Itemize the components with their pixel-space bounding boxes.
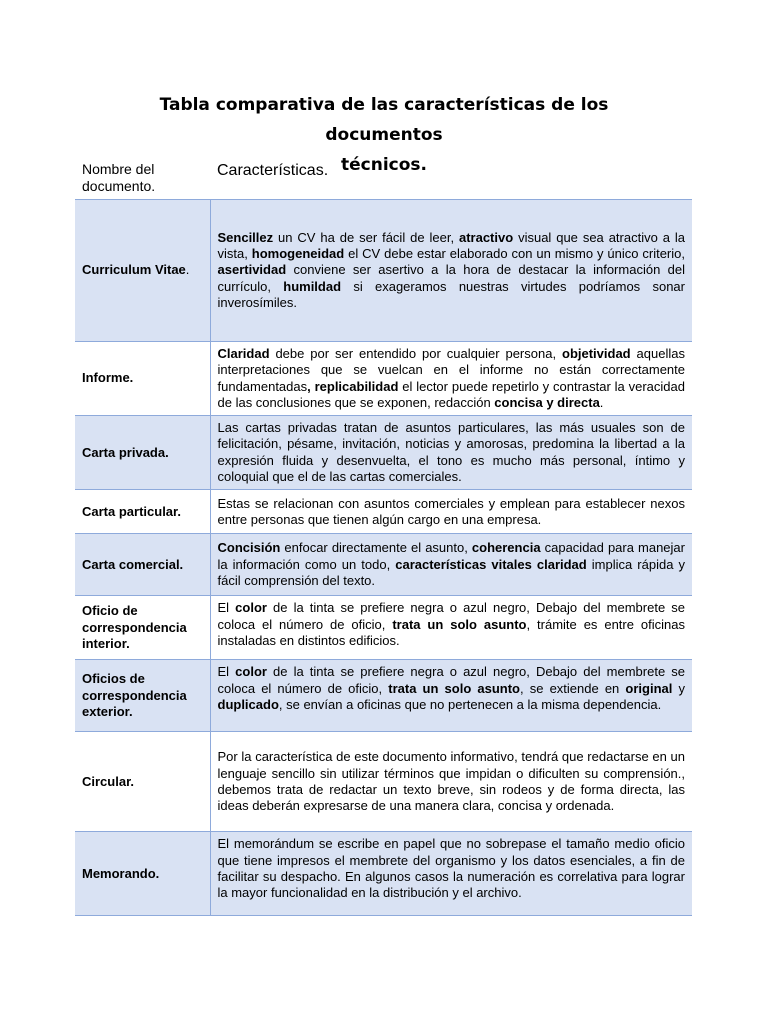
characteristics-cell <box>210 534 692 596</box>
title-line-2: técnicos. <box>341 155 427 175</box>
header-document-name: Nombre del documento. <box>75 155 210 200</box>
table-row <box>75 534 692 596</box>
comparison-table <box>75 155 692 916</box>
bold-text-run: trata un solo asunto <box>388 680 520 696</box>
characteristics-cell <box>210 596 692 660</box>
table-row <box>75 732 692 832</box>
document-name: Carta particular. <box>82 503 181 519</box>
table-header-row <box>75 155 692 200</box>
table-row <box>75 832 692 916</box>
text-run: conviene ser asertivo a la hora de destacar la información del currículo, <box>217 262 685 294</box>
table-row <box>75 342 692 416</box>
text-run: El memorándum se escribe en papel que no sobrepase el tamaño medio oficio que tiene impresos el membrete del organismo y los datos esenciales, a fin de facilitar su despacho. En algunos casos la numeración es correlativa para lograr la mayor funcionalidad en la distribución y el archivo. <box>217 836 685 901</box>
text-run: enfocar directamente el asunto, <box>280 540 472 556</box>
document-name-cell <box>75 342 210 416</box>
document-name: Carta privada. <box>82 444 169 460</box>
bold-text-run: objetividad <box>562 346 631 361</box>
text-run: un CV ha de ser fácil de leer, <box>273 229 459 245</box>
title-line-1: Tabla comparativa de las características de los documentos <box>159 95 609 145</box>
text-run: si exageramos nuestras virtudes podríamos sonar inverosímiles. <box>217 278 685 310</box>
bold-text-run: coherencia <box>471 540 541 556</box>
text-run: el CV debe estar elaborado con un mismo y único criterio, <box>344 246 685 262</box>
bold-text-run: color <box>235 600 267 616</box>
document-name-cell <box>75 200 210 342</box>
bold-text-run: homogeneidad <box>251 246 345 262</box>
text-run: de la tinta se prefiere negra o azul negro, Debajo del membrete se coloca el número de oficio, <box>217 664 685 696</box>
document-name-cell <box>75 732 210 832</box>
document-name-cell <box>75 490 210 534</box>
document-name: Memorando. <box>82 865 160 881</box>
characteristics-cell <box>210 660 692 732</box>
bold-text-run: atractivo <box>458 229 514 245</box>
characteristics-cell <box>210 732 692 832</box>
bold-text-run: humildad <box>283 278 342 294</box>
characteristics-cell <box>210 342 692 416</box>
characteristics-cell <box>210 200 692 342</box>
document-name: Oficio de correspondencia interior. <box>82 603 187 652</box>
text-run: Las cartas privadas tratan de asuntos particulares, las más usuales son de felicitación, pésame, invitación, noticias y amorosas, predomina la libertad a la expresión fluida y desenvuelta, el tono es mucho más personal, íntimo y coloquial que el de las cartas comerciales. <box>217 420 685 485</box>
bold-text-run: Sencillez <box>217 229 274 245</box>
characteristics-cell <box>210 490 692 534</box>
table-row <box>75 416 692 490</box>
text-run: y <box>672 680 685 696</box>
table-row <box>75 200 692 342</box>
text-run: el lector puede repetirlo y contrastar la veracidad de las conclusiones que se exponen, redacción <box>217 378 685 410</box>
document-name: Curriculum Vitae <box>82 262 186 278</box>
bold-text-run: , replicabilidad <box>307 378 399 394</box>
document-name-suffix: . <box>185 262 190 278</box>
table-row <box>75 490 692 534</box>
characteristics-cell <box>210 416 692 490</box>
text-run: aquellas interpretaciones que se vuelcan en el informe no están correctamente fundamentadas <box>217 346 685 394</box>
text-run: Por la característica de este documento informativo, tendrá que redactarse en un lenguaje sencillo sin utilizar términos que impidan o dificulten su comprensión., debemos trata de redactar un texto breve, sin rodeos y de forma directa, las ideas deberán expresarse de una manera clara, concisa y ordenada. <box>217 749 685 814</box>
bold-text-run: duplicado <box>217 696 279 712</box>
bold-text-run: Concisión <box>217 540 281 556</box>
text-run: de la tinta se prefiere negra o azul negro, Debajo del membrete se coloca el número de oficio, <box>217 600 685 632</box>
document-name: Circular. <box>82 773 135 789</box>
document-name-cell <box>75 832 210 916</box>
bold-text-run: original <box>625 680 673 696</box>
table-row <box>75 596 692 660</box>
text-run: implica rápida y fácil comprensión del texto. <box>217 556 685 589</box>
text-run: El <box>217 664 236 680</box>
document-name-cell <box>75 416 210 490</box>
header-characteristics: Características. <box>210 155 692 200</box>
bold-text-run: asertividad <box>217 262 287 278</box>
document-name: Oficios de correspondencia exterior. <box>82 671 187 720</box>
characteristics-cell <box>210 832 692 916</box>
document-name-cell <box>75 534 210 596</box>
document-name-cell <box>75 596 210 660</box>
text-run: capacidad para manejar la información como un todo, <box>217 540 685 572</box>
text-run: Estas se relacionan con asuntos comerciales y emplean para establecer nexos entre personas que tienen algún cargo en una empresa. <box>217 495 685 527</box>
text-run: , se extiende en <box>520 680 626 696</box>
text-run: visual que sea atractivo a la vista, <box>217 229 685 262</box>
text-run: debe por ser entendido por cualquier persona, <box>269 346 562 361</box>
text-run: El <box>217 600 236 616</box>
table-row <box>75 660 692 732</box>
bold-text-run: Claridad <box>217 346 270 361</box>
text-run: , trámite es entre oficinas instaladas en distintos edificios. <box>217 616 685 648</box>
bold-text-run: características vitales claridad <box>395 556 587 572</box>
text-run: . <box>599 394 604 410</box>
text-run: , se envían a oficinas que no pertenecen a la misma dependencia. <box>278 696 662 712</box>
document-name-cell <box>75 660 210 732</box>
bold-text-run: color <box>235 664 267 680</box>
document-name: Informe. <box>82 370 134 386</box>
bold-text-run: trata un solo asunto <box>392 616 527 632</box>
bold-text-run: concisa y directa <box>494 394 600 410</box>
document-name: Carta comercial. <box>82 556 184 572</box>
